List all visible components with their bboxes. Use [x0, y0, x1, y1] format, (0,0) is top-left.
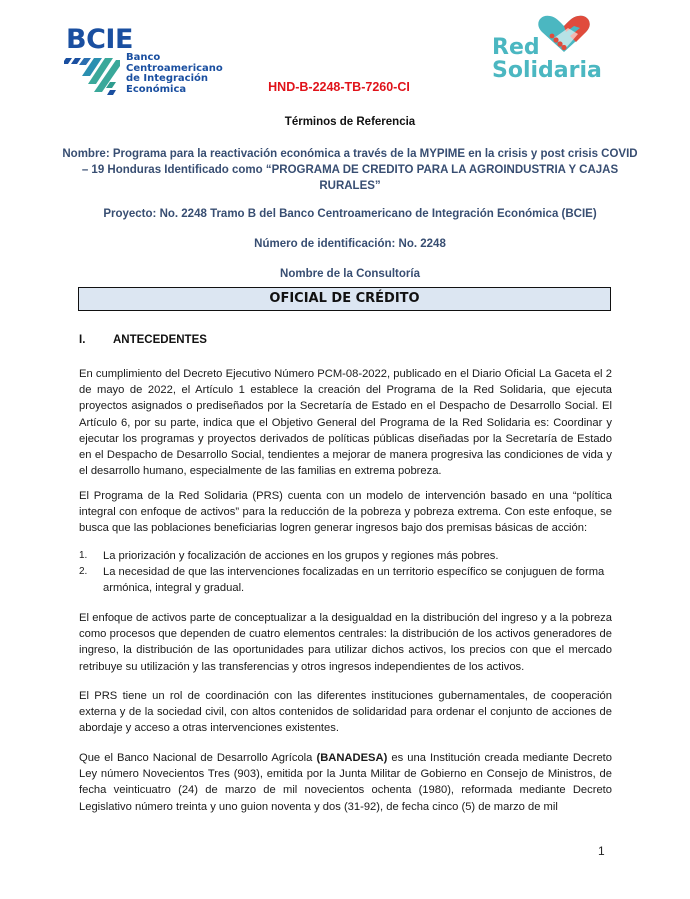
bcie-logo-wordmark: BCIE: [66, 24, 133, 55]
paragraph: En cumplimiento del Decreto Ejecutivo Número PCM-08-2022, publicado en el Diario Oficial La Gaceta el 2 de mayo de 2022, el Artículo 1 establece la creación del Programa de la Red Solidaria, que ejecuta proyectos asignados o prediseñados por la Secretaría de Estado en el Despacho de Desarrollo Social. El Artículo 6, por su parte, indica que el Objetivo General del Programa de la Red Solidaria es: Coordinar y ejecutar los programas y proyectos derivados de políticas públicas diseñadas por la Secretaría de Estado en el Despacho de Desarrollo Social, tendientes a mejorar de manera progresiva las condiciones de vida y el desarrollo humano, especialmente de las familias en extrema pobreza.: [79, 368, 612, 478]
section-number: I.: [79, 334, 86, 346]
consultancy-title-banner: OFICIAL DE CRÉDITO: [78, 287, 611, 311]
paragraph: El enfoque de activos parte de conceptualizar a la desigualdad en la distribución del ingreso y a la pobreza como procesos que dependen de cuatro elementos centrales: la distribución de los activos generadores de ingreso, la distribución de las oportunidades para utilizar dichos activos, los precios con que el mercado retribuye su utilización y las transferencias y otros ingresos independientes de los activos.: [79, 612, 612, 673]
banadesa-bold: (BANADESA): [316, 752, 388, 764]
project-line: Proyecto: No. 2248 Tramo B del Banco Centroamericano de Integración Económica (BCIE): [103, 208, 597, 220]
document-type-heading: Términos de Referencia: [284, 116, 416, 128]
section-heading: [79, 334, 207, 346]
identification-number: Número de identificación: No. 2248: [254, 238, 446, 250]
paragraph: El Programa de la Red Solidaria (PRS) cuenta con un modelo de intervención basado en una “política integral con enfoque de activos” para la reducción de la pobreza y pobreza extrema. Con este enfoque, se busca que las poblaciones beneficiarias logren generar ingresos bajo dos premisas básicas de acción:: [79, 490, 612, 535]
paragraph: Que el Banco Nacional de Desarrollo Agrícola (BANADESA) es una Institución creada mediante Decreto Ley número Novecientos Tres (903), emitida por la Junta Militar de Gobierno en Consejo de Ministros, de fecha veinticuatro (24) de marzo de mil novecientos ochenta (1980), reformada mediante Decreto Legislativo número treinta y uno guion noventa y dos (31-92), de fecha cinco (5) de marzo de mil: [79, 752, 613, 813]
red-solidaria-wordmark: Red Solidaria: [492, 35, 602, 83]
list-item-text: La necesidad de que las intervenciones focalizadas en un territorio específico se conjuguen de forma armónica, integral y gradual.: [103, 566, 605, 595]
list-item-number: 2.: [79, 566, 88, 578]
list-item-text: La priorización y focalización de acciones en los grupos y regiones más pobres.: [103, 550, 499, 562]
bcie-logo-subtitle: Banco Centroamericano de Integración Económica: [126, 52, 223, 95]
document-code: HND-B-2248-TB-7260-CI: [268, 80, 410, 94]
red-solidaria-logo: [492, 14, 622, 84]
list-item: [79, 548, 612, 564]
numbered-list: [79, 548, 612, 597]
program-name: Nombre: Programa para la reactivación económica a través de la MYPIME en la crisis y post crisis COVID – 19 Honduras Identificado como “PROGRAMA DE CREDITO PARA LA AGROINDUSTRIA Y CAJAS RURALES”: [62, 148, 638, 192]
page-number: 1: [598, 844, 605, 858]
consultancy-label: Nombre de la Consultoría: [280, 268, 420, 280]
paragraph: El PRS tiene un rol de coordinación con las diferentes instituciones gubernamentales, de cooperación externa y de la sociedad civil, con altos contenidos de solidaridad para ordenar el conjunto de acciones de abordaje y acceso a otras intervenciones existentes.: [79, 690, 612, 735]
section-title: ANTECEDENTES: [113, 334, 207, 346]
list-item: [79, 564, 612, 596]
list-item-number: 1.: [79, 550, 88, 561]
